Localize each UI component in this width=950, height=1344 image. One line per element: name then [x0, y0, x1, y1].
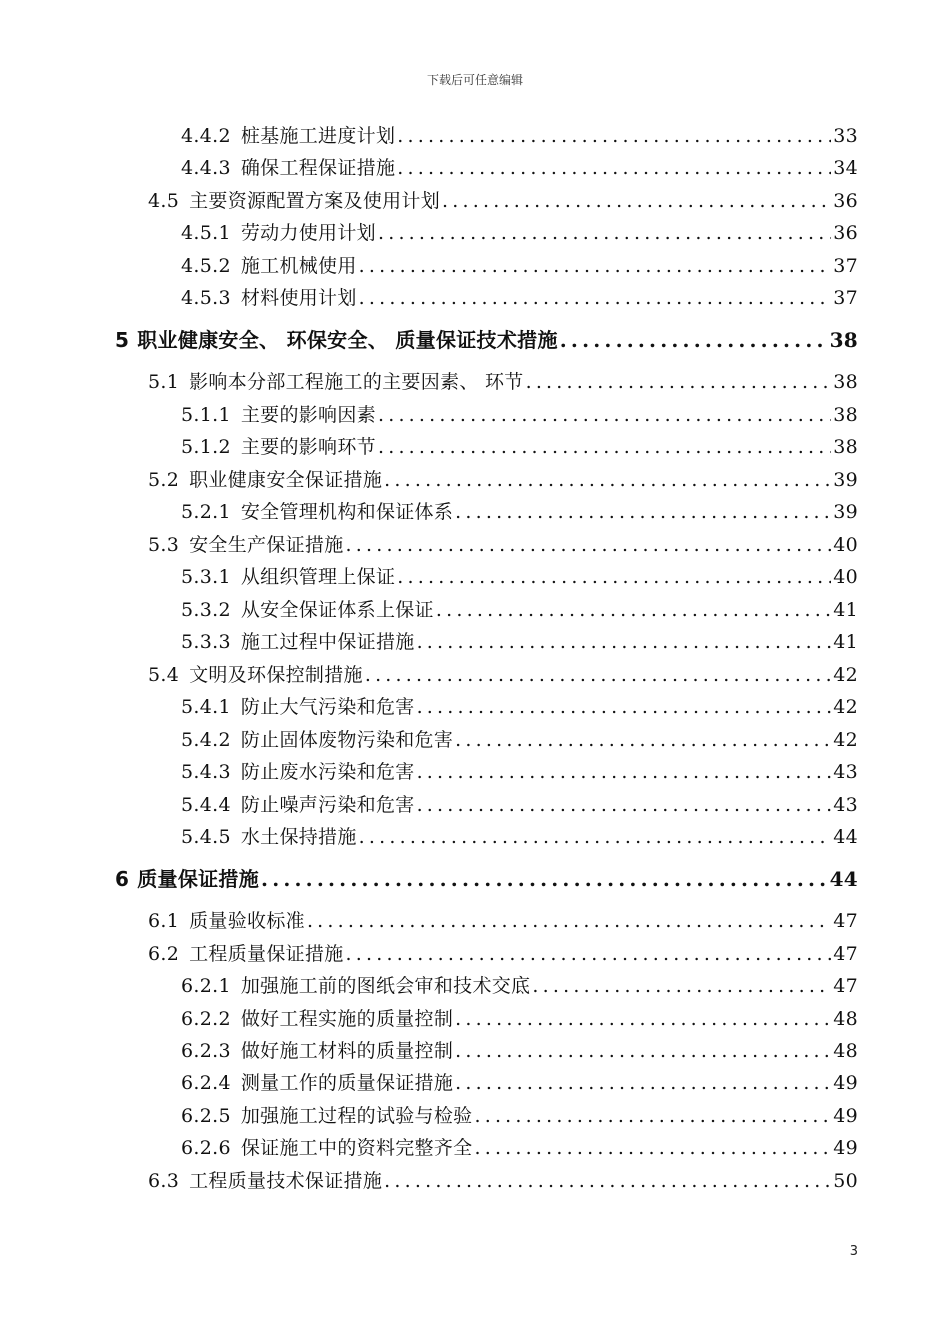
- toc-entry-number: 4.5: [148, 190, 180, 212]
- toc-entry-page: 48: [833, 1040, 858, 1062]
- toc-entry-number: 5.2: [148, 469, 180, 491]
- toc-entry-page: 41: [833, 631, 858, 653]
- toc-entry-number: 5.4.1: [181, 696, 231, 718]
- toc-dot-leader: [417, 627, 832, 657]
- toc-entry[interactable]: [148, 367, 858, 397]
- toc-entry-title: 保证施工中的资料完整齐全: [240, 1137, 473, 1159]
- toc-entry-title: 做好工程实施的质量控制: [240, 1008, 454, 1030]
- toc-entry-page: 47: [833, 943, 858, 965]
- toc-entry[interactable]: [181, 1101, 858, 1131]
- toc-entry[interactable]: [181, 757, 858, 787]
- toc-entry-number: 4.5.1: [181, 222, 231, 244]
- toc-entry-page: 47: [833, 910, 858, 932]
- page-header: 下载后可任意编辑: [426, 73, 523, 87]
- toc-dot-leader: [378, 218, 831, 248]
- toc-entry-title: 测量工作的质量保证措施: [240, 1072, 454, 1094]
- toc-entry-page: 49: [833, 1105, 858, 1127]
- toc-entry-page: 43: [833, 794, 858, 816]
- toc-entry[interactable]: [148, 1166, 858, 1196]
- toc-entry-title: 质量验收标准: [189, 910, 305, 932]
- toc-dot-leader: [474, 1133, 831, 1163]
- toc-entry-page: 33: [833, 125, 858, 147]
- toc-entry-title: 水土保持措施: [240, 826, 357, 848]
- toc-entry[interactable]: [181, 497, 858, 527]
- toc-entry-page: 49: [833, 1072, 858, 1094]
- toc-entry[interactable]: [181, 432, 858, 462]
- toc-entry-page: 38: [833, 436, 858, 458]
- toc-entry[interactable]: [181, 627, 858, 657]
- toc-entry-title: 影响本分部工程施工的主要因素、 环节: [189, 371, 524, 393]
- toc-entry[interactable]: [181, 725, 858, 755]
- toc-entry-page: 47: [833, 975, 858, 997]
- toc-entry-title: 安全生产保证措施: [189, 534, 344, 556]
- toc-entry-page: 42: [833, 729, 858, 751]
- toc-entry[interactable]: [181, 692, 858, 722]
- toc-dot-leader: [397, 153, 831, 183]
- toc-entry-number: 6.2.1: [181, 975, 231, 997]
- toc-entry-number: 5.4.4: [181, 794, 231, 816]
- toc-entry-number: 5.3.3: [181, 631, 231, 653]
- toc-entry-number: 4.4.2: [181, 125, 231, 147]
- toc-dot-leader: [359, 251, 832, 281]
- toc-chapter-entry[interactable]: [115, 864, 858, 894]
- toc-entry[interactable]: [148, 906, 858, 936]
- toc-entry-page: 44: [833, 826, 858, 848]
- toc-entry-number: 5.3.1: [181, 566, 231, 588]
- toc-dot-leader: [455, 725, 831, 755]
- toc-entry-page: 49: [833, 1137, 858, 1159]
- toc-dot-leader: [474, 1101, 831, 1131]
- toc-entry-page: 36: [833, 222, 858, 244]
- toc-entry[interactable]: [148, 465, 858, 495]
- toc-dot-leader: [346, 530, 832, 560]
- toc-entry-title: 确保工程保证措施: [240, 157, 396, 179]
- toc-dot-leader: [455, 497, 831, 527]
- toc-entry-number: 6.2.2: [181, 1008, 231, 1030]
- toc-entry[interactable]: [181, 562, 858, 592]
- toc-chapter-entry[interactable]: [115, 325, 858, 355]
- toc-entry-page: 40: [833, 534, 858, 556]
- toc-entry-page: 36: [833, 190, 858, 212]
- toc-entry-title: 从安全保证体系上保证: [240, 599, 434, 621]
- toc-entry[interactable]: [148, 186, 858, 216]
- toc-entry-number: 5.2.1: [181, 501, 231, 523]
- toc-entry-title: 劳动力使用计划: [240, 222, 376, 244]
- toc-entry-page: 42: [833, 664, 858, 686]
- toc-entry-page: 37: [833, 255, 858, 277]
- toc-entry-number: 5.4: [148, 664, 180, 686]
- toc-entry[interactable]: [181, 595, 858, 625]
- toc-dot-leader: [455, 1036, 831, 1066]
- toc-entry[interactable]: [181, 1004, 858, 1034]
- toc-dot-leader: [384, 465, 831, 495]
- toc-entry-number: 5.4.3: [181, 761, 231, 783]
- toc-entry-number: 6.2.3: [181, 1040, 231, 1062]
- toc-entry-number: 5.4.2: [181, 729, 231, 751]
- toc-entry-number: 6: [115, 867, 130, 891]
- toc-entry-number: 4.5.2: [181, 255, 231, 277]
- toc-entry-page: 50: [833, 1170, 858, 1192]
- toc-entry-page: 38: [829, 328, 858, 352]
- toc-entry-page: 42: [833, 696, 858, 718]
- toc-entry[interactable]: [148, 939, 858, 969]
- toc-dot-leader: [442, 186, 831, 216]
- toc-entry-title: 工程质量技术保证措施: [189, 1170, 383, 1192]
- page-number: 3: [849, 1244, 858, 1259]
- toc-entry-page: 48: [833, 1008, 858, 1030]
- toc-entry-title: 施工机械使用: [240, 255, 357, 277]
- toc-entry[interactable]: [181, 153, 858, 183]
- toc-entry-page: 39: [833, 501, 858, 523]
- toc-entry-number: 6.1: [148, 910, 180, 932]
- toc-dot-leader: [417, 790, 832, 820]
- toc-entry[interactable]: [181, 822, 858, 852]
- toc-entry[interactable]: [181, 971, 858, 1001]
- toc-entry-page: 43: [833, 761, 858, 783]
- toc-entry-page: 44: [829, 867, 858, 891]
- toc-entry-page: 38: [833, 404, 858, 426]
- toc-entry[interactable]: [181, 251, 858, 281]
- toc-entry[interactable]: [181, 1068, 858, 1098]
- toc-entry-title: 防止废水污染和危害: [240, 761, 415, 783]
- toc-entry-number: 5.1.2: [181, 436, 231, 458]
- toc-entry-page: 39: [833, 469, 858, 491]
- toc-entry-title: 做好施工材料的质量控制: [240, 1040, 454, 1062]
- toc-entry-title: 桩基施工进度计划: [240, 125, 396, 147]
- toc-dot-leader: [397, 562, 831, 592]
- toc-entry-number: 4.5.3: [181, 287, 231, 309]
- toc-entry-page: 40: [833, 566, 858, 588]
- toc-entry-title: 主要的影响环节: [240, 436, 376, 458]
- toc-entry-page: 41: [833, 599, 858, 621]
- toc-entry-title: 安全管理机构和保证体系: [240, 501, 454, 523]
- toc-entry-number: 5.3: [148, 534, 180, 556]
- toc-dot-leader: [436, 595, 831, 625]
- toc-entry[interactable]: [181, 790, 858, 820]
- toc-entry-title: 防止大气污染和危害: [240, 696, 415, 718]
- toc-entry-title: 文明及环保控制措施: [189, 664, 363, 686]
- toc-entry[interactable]: [181, 121, 858, 151]
- toc-entry-title: 职业健康安全保证措施: [189, 469, 383, 491]
- toc-dot-leader: [397, 121, 831, 151]
- toc-dot-leader: [560, 325, 828, 355]
- toc-entry-number: 6.2.4: [181, 1072, 231, 1094]
- toc-dot-leader: [346, 939, 832, 969]
- toc-dot-leader: [261, 864, 828, 894]
- toc-dot-leader: [532, 971, 831, 1001]
- toc-entry-number: 6.2.5: [181, 1105, 231, 1127]
- toc-dot-leader: [455, 1068, 831, 1098]
- toc-dot-leader: [384, 1166, 831, 1196]
- toc-entry-number: 6.2.6: [181, 1137, 231, 1159]
- toc-dot-leader: [359, 822, 832, 852]
- toc-dot-leader: [455, 1004, 831, 1034]
- toc-entry-title: 防止噪声污染和危害: [240, 794, 415, 816]
- toc-entry[interactable]: [181, 283, 858, 313]
- toc-entry-number: 6.3: [148, 1170, 180, 1192]
- toc-dot-leader: [378, 432, 831, 462]
- toc-entry-number: 5.3.2: [181, 599, 231, 621]
- toc-entry-title: 加强施工前的图纸会审和技术交底: [240, 975, 531, 997]
- toc-entry[interactable]: [181, 400, 858, 430]
- toc-entry-page: 37: [833, 287, 858, 309]
- toc-entry-number: 6.2: [148, 943, 180, 965]
- toc-entry-title: 从组织管理上保证: [240, 566, 396, 588]
- toc-entry-number: 5: [115, 328, 130, 352]
- toc-entry-number: 4.4.3: [181, 157, 231, 179]
- toc-entry[interactable]: [148, 660, 858, 690]
- toc-entry[interactable]: [181, 1036, 858, 1066]
- toc-entry-number: 5.4.5: [181, 826, 231, 848]
- toc-entry-title: 加强施工过程的试验与检验: [240, 1105, 473, 1127]
- toc-entry-title: 质量保证措施: [137, 867, 260, 891]
- toc-entry[interactable]: [181, 1133, 858, 1163]
- toc-entry[interactable]: [181, 218, 858, 248]
- toc-dot-leader: [359, 283, 832, 313]
- toc-entry-title: 施工过程中保证措施: [240, 631, 415, 653]
- toc-entry-page: 34: [833, 157, 858, 179]
- toc-entry-title: 工程质量保证措施: [189, 943, 344, 965]
- toc-dot-leader: [526, 367, 832, 397]
- toc-dot-leader: [307, 906, 831, 936]
- toc-entry-page: 38: [833, 371, 858, 393]
- toc-entry-title: 主要的影响因素: [240, 404, 376, 426]
- toc-entry-title: 职业健康安全、 环保安全、 质量保证技术措施: [137, 328, 558, 352]
- toc-dot-leader: [378, 400, 831, 430]
- toc-dot-leader: [417, 692, 832, 722]
- toc-entry-number: 5.1.1: [181, 404, 231, 426]
- toc-entry-title: 防止固体废物污染和危害: [240, 729, 454, 751]
- toc-entry[interactable]: [148, 530, 858, 560]
- toc-entry-title: 材料使用计划: [240, 287, 357, 309]
- toc-dot-leader: [365, 660, 831, 690]
- toc-dot-leader: [417, 757, 832, 787]
- toc-entry-title: 主要资源配置方案及使用计划: [189, 190, 441, 212]
- toc-entry-number: 5.1: [148, 371, 180, 393]
